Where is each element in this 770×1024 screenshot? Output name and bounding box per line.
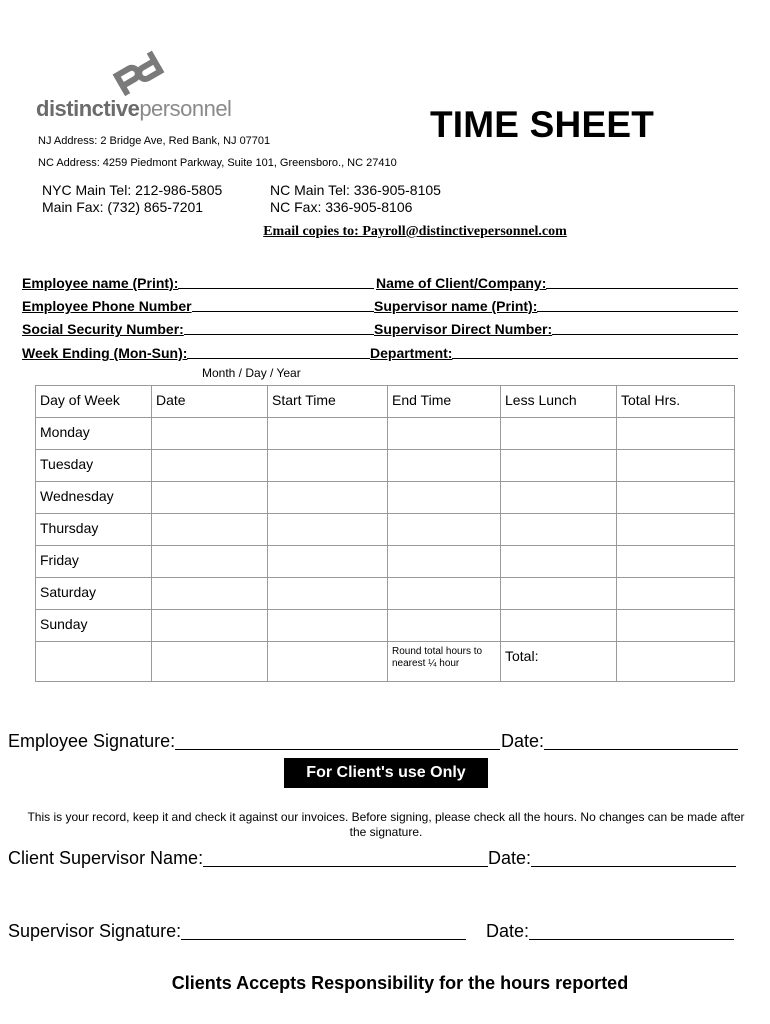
less-lunch-cell[interactable] xyxy=(501,546,617,578)
end-time-cell[interactable] xyxy=(388,546,501,578)
total-hrs-cell[interactable] xyxy=(617,546,735,578)
employee-phone-label: Employee Phone Number xyxy=(22,298,192,314)
day-label: Thursday xyxy=(36,514,152,546)
total-label: Total: xyxy=(501,642,617,682)
company-logo-text xyxy=(36,96,231,122)
header-date: Date xyxy=(152,386,268,418)
employee-date-field[interactable] xyxy=(501,731,738,752)
day-label: Tuesday xyxy=(36,450,152,482)
end-time-cell[interactable] xyxy=(388,482,501,514)
end-time-cell[interactable] xyxy=(388,578,501,610)
start-time-cell[interactable] xyxy=(268,482,388,514)
date-cell[interactable] xyxy=(152,610,268,642)
record-note: This is your record, keep it and check it against our invoices. Before signing, please check all the hours. No changes can be made after the signature. xyxy=(27,810,745,839)
start-time-cell[interactable] xyxy=(268,450,388,482)
header-start-time: Start Time xyxy=(268,386,388,418)
date-cell[interactable] xyxy=(152,514,268,546)
rounding-note: Round total hours to nearest ¼ hour xyxy=(388,642,501,682)
start-time-cell[interactable] xyxy=(268,514,388,546)
logo-brand-light: personnel xyxy=(139,96,232,121)
supervisor-date-label: Date: xyxy=(486,921,530,941)
less-lunch-cell[interactable] xyxy=(501,578,617,610)
employee-name-field[interactable] xyxy=(22,274,374,291)
department-label: Department: xyxy=(370,345,453,361)
contact-block-ny xyxy=(42,182,222,216)
table-row xyxy=(36,482,735,514)
employee-name-label: Employee name (Print): xyxy=(22,275,179,291)
client-supervisor-date-field[interactable] xyxy=(488,848,736,869)
pd-monogram-icon xyxy=(112,50,168,102)
header-total-hrs: Total Hrs. xyxy=(617,386,735,418)
week-ending-field[interactable] xyxy=(22,344,370,361)
supervisor-direct-field[interactable] xyxy=(374,320,738,337)
contact-block-nc xyxy=(270,182,441,216)
client-company-field[interactable] xyxy=(376,274,738,291)
supervisor-name-field[interactable] xyxy=(374,297,738,314)
less-lunch-cell[interactable] xyxy=(501,418,617,450)
nj-address: NJ Address: 2 Bridge Ave, Red Bank, NJ 07701 xyxy=(38,135,271,147)
date-format-hint: Month / Day / Year xyxy=(202,366,301,380)
week-ending-label: Week Ending (Mon-Sun): xyxy=(22,345,188,361)
employee-date-label: Date: xyxy=(501,731,545,751)
day-label: Friday xyxy=(36,546,152,578)
timesheet-table xyxy=(35,385,735,682)
responsibility-statement: Clients Accepts Responsibility for the hours reported xyxy=(171,973,629,993)
table-header-row xyxy=(36,386,735,418)
grand-total-cell[interactable] xyxy=(617,642,735,682)
start-time-cell[interactable] xyxy=(268,610,388,642)
table-row xyxy=(36,450,735,482)
client-use-banner: For Client's use Only xyxy=(284,758,488,788)
total-hrs-cell[interactable] xyxy=(617,418,735,450)
client-supervisor-row xyxy=(8,848,738,870)
document-title: TIME SHEET xyxy=(430,104,655,145)
nyc-main-tel: NYC Main Tel: 212-986-5805 xyxy=(42,182,223,198)
nc-fax: NC Fax: 336-905-8106 xyxy=(270,199,413,215)
less-lunch-cell[interactable] xyxy=(501,450,617,482)
field-row-1 xyxy=(22,274,738,292)
start-time-cell[interactable] xyxy=(268,418,388,450)
header-less-lunch: Less Lunch xyxy=(501,386,617,418)
start-time-cell[interactable] xyxy=(268,578,388,610)
supervisor-name-label: Supervisor name (Print): xyxy=(374,298,538,314)
ssn-field[interactable] xyxy=(22,320,374,337)
date-cell[interactable] xyxy=(152,418,268,450)
table-row xyxy=(36,578,735,610)
nc-main-tel: NC Main Tel: 336-905-8105 xyxy=(270,182,441,198)
total-hrs-cell[interactable] xyxy=(617,578,735,610)
total-hrs-cell[interactable] xyxy=(617,482,735,514)
ssn-label: Social Security Number: xyxy=(22,321,184,337)
total-hrs-cell[interactable] xyxy=(617,514,735,546)
day-label: Sunday xyxy=(36,610,152,642)
supervisor-direct-label: Supervisor Direct Number: xyxy=(374,321,553,337)
end-time-cell[interactable] xyxy=(388,514,501,546)
total-hrs-cell[interactable] xyxy=(617,450,735,482)
header-day-of-week: Day of Week xyxy=(36,386,152,418)
day-label: Monday xyxy=(36,418,152,450)
client-company-label: Name of Client/Company: xyxy=(376,275,547,291)
email-copies-link[interactable]: Email copies to: Payroll@distinctivepersonnel.com xyxy=(263,224,567,239)
employee-signature-label: Employee Signature: xyxy=(8,731,176,751)
table-row xyxy=(36,418,735,450)
table-row xyxy=(36,546,735,578)
table-total-row xyxy=(36,642,735,682)
client-supervisor-date-label: Date: xyxy=(488,848,532,868)
employee-phone-field[interactable] xyxy=(22,297,374,314)
supervisor-signature-row xyxy=(8,921,738,943)
total-hrs-cell[interactable] xyxy=(617,610,735,642)
day-label: Wednesday xyxy=(36,482,152,514)
client-supervisor-name-field[interactable] xyxy=(8,848,488,869)
start-time-cell[interactable] xyxy=(268,546,388,578)
end-time-cell[interactable] xyxy=(388,450,501,482)
less-lunch-cell[interactable] xyxy=(501,514,617,546)
header-end-time: End Time xyxy=(388,386,501,418)
supervisor-signature-label: Supervisor Signature: xyxy=(8,921,182,941)
logo-brand-bold: distinctive xyxy=(36,96,140,121)
day-label: Saturday xyxy=(36,578,152,610)
nc-address: NC Address: 4259 Piedmont Parkway, Suite 101, Greensboro., NC 27410 xyxy=(38,157,397,169)
employee-signature-row xyxy=(8,731,738,753)
field-row-2 xyxy=(22,297,738,315)
supervisor-date-field[interactable] xyxy=(486,921,734,942)
employee-signature-field[interactable] xyxy=(8,731,500,752)
end-time-cell[interactable] xyxy=(388,610,501,642)
supervisor-signature-field[interactable] xyxy=(8,921,466,942)
table-row xyxy=(36,514,735,546)
main-fax: Main Fax: (732) 865-7201 xyxy=(42,199,204,215)
table-row xyxy=(36,610,735,642)
end-time-cell[interactable] xyxy=(388,418,501,450)
field-row-3 xyxy=(22,320,738,338)
date-cell[interactable] xyxy=(152,450,268,482)
less-lunch-cell[interactable] xyxy=(501,610,617,642)
client-supervisor-name-label: Client Supervisor Name: xyxy=(8,848,204,868)
date-cell[interactable] xyxy=(152,482,268,514)
field-row-4 xyxy=(22,344,738,362)
date-cell[interactable] xyxy=(152,578,268,610)
date-cell[interactable] xyxy=(152,546,268,578)
less-lunch-cell[interactable] xyxy=(501,482,617,514)
department-field[interactable] xyxy=(370,344,738,361)
